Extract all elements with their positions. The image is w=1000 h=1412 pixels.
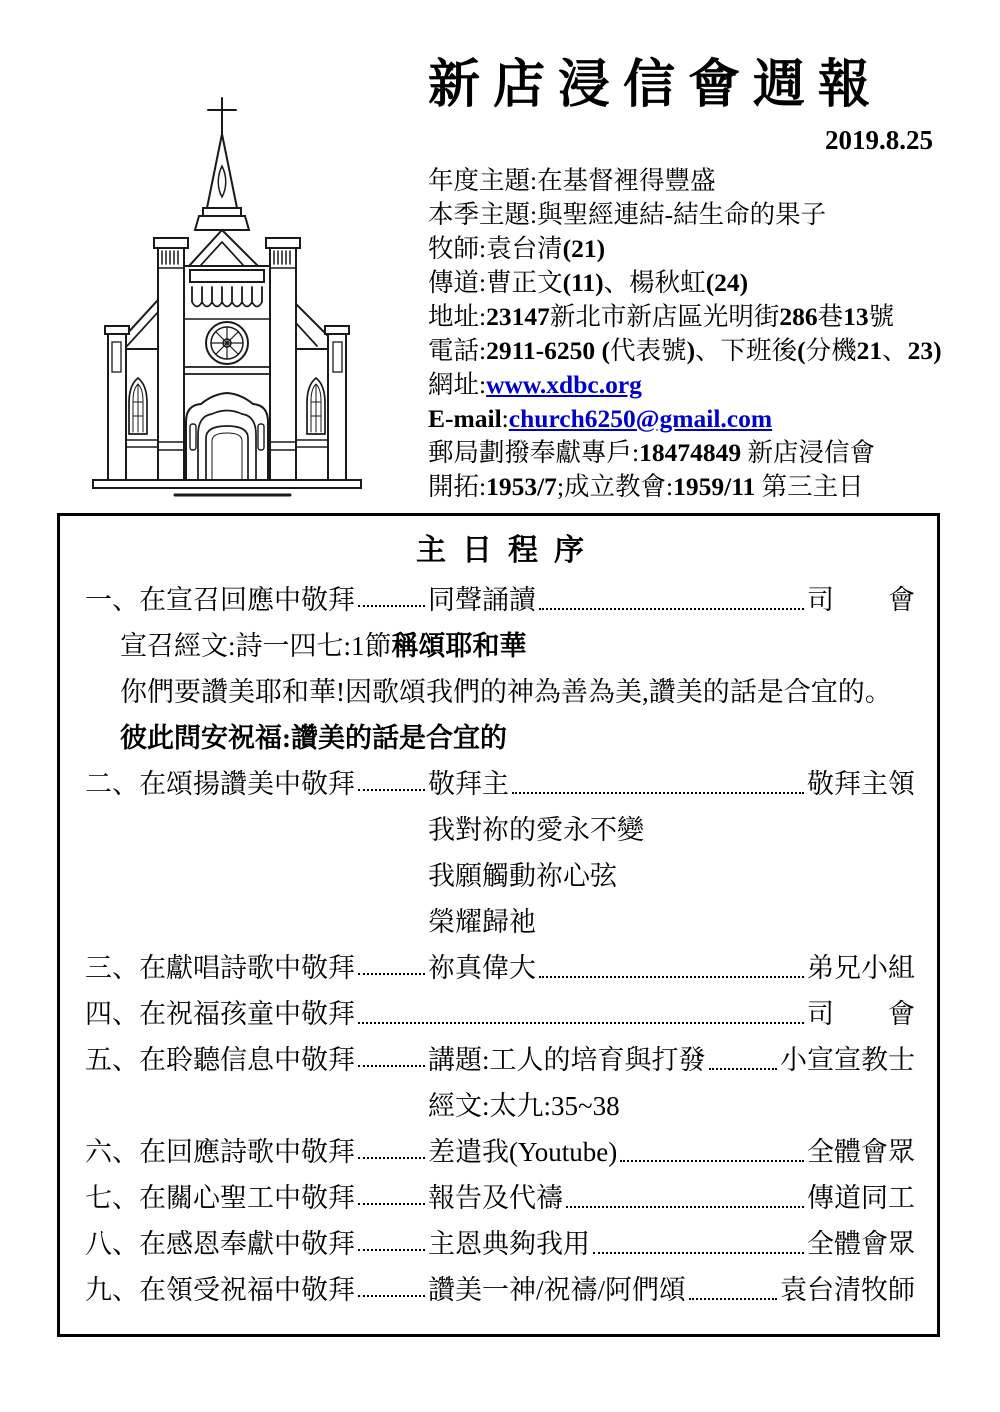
- text-segment: 代表號: [610, 336, 687, 365]
- info-line: [428, 402, 943, 436]
- text-segment: 牧師:袁台清: [428, 234, 563, 263]
- text-segment: 21: [856, 336, 883, 365]
- info-line: [428, 436, 943, 470]
- program-subline: [85, 1080, 915, 1126]
- text-segment: 地址:: [428, 302, 487, 331]
- program-content: 讚美一神/祝禱/阿們頌: [428, 1274, 687, 1305]
- text-segment: 年度主題:在基督裡得豐盛: [428, 166, 716, 195]
- program-lines: [85, 574, 915, 1310]
- program-leader: 小宣宣教士: [780, 1044, 915, 1075]
- program-content: 同聲誦讀: [428, 584, 536, 615]
- text-segment: 、下班後: [695, 336, 798, 365]
- program-row: [85, 1218, 915, 1264]
- text-segment: (21): [562, 234, 606, 263]
- program-subline: [85, 850, 915, 896]
- text-segment: 傳道:曹正文: [428, 268, 563, 297]
- text-segment: 2911-6250 (: [486, 336, 611, 365]
- program-item-cell: [85, 1038, 428, 1077]
- program-item-cell: [85, 762, 428, 801]
- church-drawing: [55, 88, 400, 508]
- program-item: 三、在獻唱詩歌中敬拜: [85, 952, 355, 983]
- program-row: [85, 1126, 915, 1172]
- text-segment: 、楊秋虹: [603, 268, 706, 297]
- program-row: [85, 1034, 915, 1080]
- text-segment: 我對祢的愛永不變: [428, 814, 644, 845]
- link-church6250-gmail-com[interactable]: church6250@gmail.com: [508, 404, 773, 433]
- issue-date: 2019.8.25: [825, 125, 933, 155]
- program-row: [85, 1172, 915, 1218]
- dot-leader: [539, 976, 804, 978]
- program-subline: [85, 804, 915, 850]
- text-segment: 新店浸信會: [741, 438, 875, 467]
- dot-leader: [512, 792, 804, 794]
- program-title: 主日程序: [416, 534, 600, 567]
- text-segment: E-mail: [428, 404, 502, 433]
- cross-icon: [208, 98, 236, 136]
- program-content: 報告及代禱: [428, 1182, 563, 1213]
- program-row: [85, 988, 915, 1034]
- text-segment: 榮耀歸祂: [428, 906, 536, 937]
- program-row: [85, 758, 915, 804]
- program-item: 四、在祝福孩童中敬拜: [85, 998, 355, 1029]
- dot-leader: [593, 1252, 804, 1254]
- dot-leader: [709, 1068, 777, 1070]
- text-segment: 286: [779, 302, 818, 331]
- program-subline: [85, 666, 915, 712]
- program-leader: 傳道同工: [807, 1182, 915, 1213]
- program-item-cell: [85, 1130, 428, 1169]
- program-leader: 司 會: [807, 584, 915, 615]
- program-item-cell: [85, 946, 428, 985]
- program-item: 二、在頌揚讚美中敬拜: [85, 768, 355, 799]
- dot-leader: [539, 608, 804, 610]
- text-segment: 新北市新店區光明街: [549, 302, 780, 331]
- text-segment: 1953/7: [486, 472, 557, 501]
- program-box: [57, 513, 940, 1337]
- program-leader: 全體會眾: [807, 1228, 915, 1259]
- program-item: 七、在關心聖工中敬拜: [85, 1182, 355, 1213]
- church-illustration: [55, 88, 400, 508]
- program-item: 一、在宣召回應中敬拜: [85, 584, 355, 615]
- program-row: [85, 574, 915, 620]
- info-line: [428, 334, 943, 368]
- program-leader: 敬拜主領: [807, 768, 915, 799]
- dot-leader: [358, 973, 425, 975]
- header: [428, 58, 943, 504]
- text-segment: 郵局劃撥奉獻專戶:: [428, 438, 640, 467]
- text-segment: :: [501, 404, 509, 433]
- dot-leader: [358, 1022, 804, 1024]
- program-subline: [85, 620, 915, 666]
- dot-leader: [358, 1249, 425, 1251]
- dot-leader: [620, 1160, 804, 1162]
- info-line: [428, 164, 943, 198]
- text-segment: (: [797, 336, 806, 365]
- text-segment: ;成立教會:: [556, 472, 674, 501]
- text-segment: 你們要讚美耶和華!因歌頌我們的神為善為美,讚美的話是合宜的。: [120, 676, 892, 707]
- program-row: [85, 1264, 915, 1310]
- link-www-xdbc-org[interactable]: www.xdbc.org: [486, 370, 642, 399]
- info-line: [428, 266, 943, 300]
- text-segment: 第三主日: [755, 472, 864, 501]
- text-segment: 分機: [805, 336, 857, 365]
- text-segment: 稱頌耶和華: [391, 630, 527, 661]
- page-title: 新店浸信會週報: [428, 57, 884, 114]
- info-line: [428, 300, 943, 334]
- dot-leader: [358, 1203, 425, 1205]
- text-segment: 18474849: [639, 438, 742, 467]
- text-segment: 13: [843, 302, 869, 331]
- dot-leader: [358, 605, 425, 607]
- dot-leader: [358, 1157, 425, 1159]
- steeple: [195, 134, 249, 230]
- text-segment: 電話:: [428, 336, 487, 365]
- text-segment: 、: [882, 336, 908, 365]
- program-leader: 袁台清牧師: [780, 1274, 915, 1305]
- program-item: 八、在感恩奉獻中敬拜: [85, 1228, 355, 1259]
- text-segment: 號: [868, 302, 895, 331]
- info-line: [428, 470, 943, 504]
- text-segment: 1959/11: [673, 472, 756, 501]
- text-segment: ): [686, 336, 696, 365]
- church-info-list: [428, 164, 943, 504]
- dot-leader: [689, 1298, 777, 1300]
- ground: [93, 480, 361, 495]
- program-item-cell: [85, 1176, 428, 1215]
- text-segment: 彼此問安祝福:讚美的話是合宜的: [120, 722, 507, 753]
- text-segment: 巷: [817, 302, 844, 331]
- text-segment: (11): [562, 268, 604, 297]
- dot-leader: [358, 1295, 425, 1297]
- rose-window: [206, 322, 248, 364]
- program-subline: [85, 896, 915, 942]
- dot-leader: [358, 1065, 425, 1067]
- text-segment: 本季主題:與聖經連結-結生命的果子: [428, 200, 827, 229]
- info-line: [428, 368, 943, 402]
- program-leader: 全體會眾: [807, 1136, 915, 1167]
- info-line: [428, 232, 943, 266]
- program-item: 六、在回應詩歌中敬拜: [85, 1136, 355, 1167]
- entrance: [186, 393, 268, 480]
- program-item: 九、在領受祝福中敬拜: [85, 1274, 355, 1305]
- program-content: 祢真偉大: [428, 952, 536, 983]
- program-item: 五、在聆聽信息中敬拜: [85, 1044, 355, 1075]
- program-subline: [85, 712, 915, 758]
- text-segment: 經文:太九:35~38: [428, 1090, 620, 1121]
- text-segment: 23): [907, 336, 942, 365]
- text-segment: 23147: [486, 302, 550, 331]
- program-leader: 弟兄小組: [807, 952, 915, 983]
- program-item-cell: [85, 1268, 428, 1307]
- info-line: [428, 198, 943, 232]
- program-item-cell: [85, 1222, 428, 1261]
- text-segment: 宣召經文:詩一四七:1節: [120, 630, 392, 661]
- program-row: [85, 942, 915, 988]
- text-segment: 開拓:: [428, 472, 487, 501]
- text-segment: 網址:: [428, 370, 487, 399]
- program-leader: 司 會: [807, 998, 915, 1029]
- dot-leader: [358, 789, 425, 791]
- program-content: 講題:工人的培育與打發: [428, 1044, 706, 1075]
- program-content: 差遣我(Youtube): [428, 1136, 618, 1167]
- program-content: 敬拜主: [428, 768, 509, 799]
- text-segment: 我願觸動祢心弦: [428, 860, 617, 891]
- program-content: 主恩典夠我用: [428, 1228, 590, 1259]
- text-segment: (24): [705, 268, 749, 297]
- program-item-cell: [85, 578, 428, 617]
- dot-leader: [566, 1206, 804, 1208]
